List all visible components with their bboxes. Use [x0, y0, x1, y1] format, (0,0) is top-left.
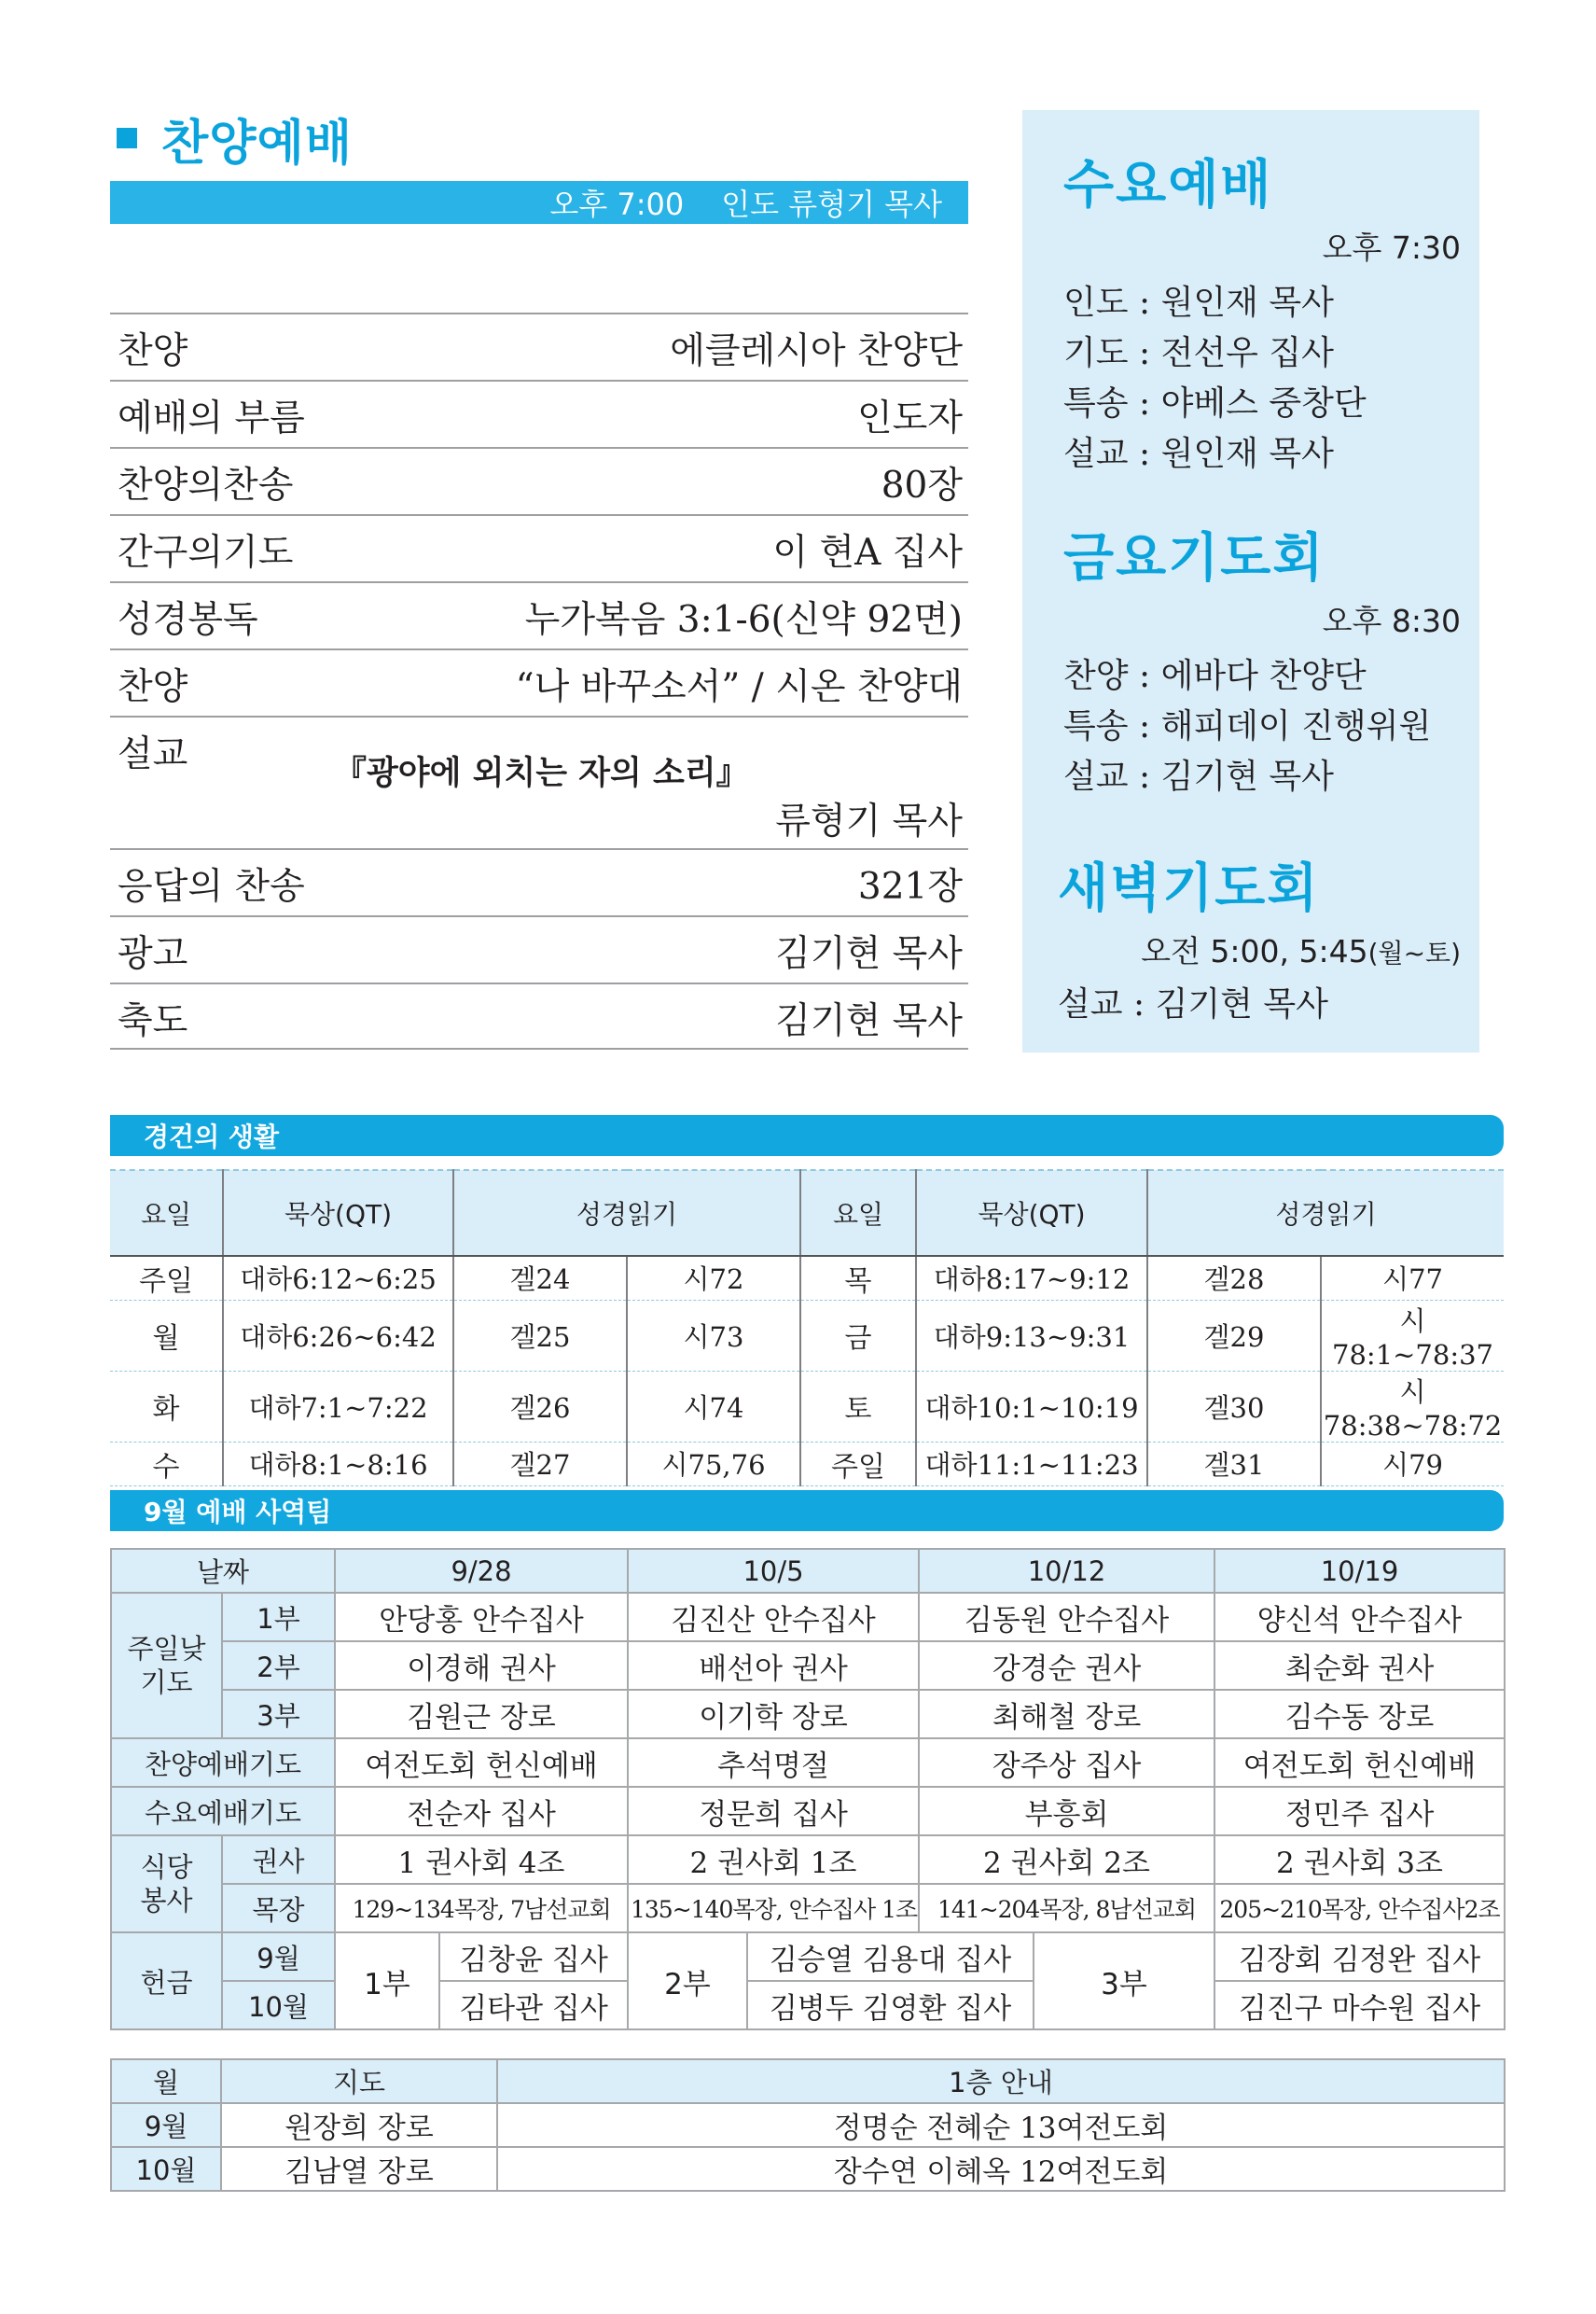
guide-cell: 원장희 장로 — [221, 2103, 497, 2147]
reading-cell: 겔30 — [1147, 1371, 1321, 1442]
col-header: 월 — [111, 2059, 221, 2103]
part-label: 1부 — [222, 1593, 335, 1641]
reading-cell: 겔29 — [1147, 1300, 1321, 1371]
assignee-cell: 부흥회 — [919, 1787, 1214, 1835]
order-row — [110, 313, 968, 380]
info-cell: 정명순 전혜순 13여전도회 — [497, 2103, 1505, 2147]
guide-table — [110, 2058, 1506, 2192]
order-label: 설교 — [118, 733, 188, 775]
assignee-cell: 김병두 김영환 집사 — [747, 1981, 1034, 2029]
assignee-cell: 정문희 집사 — [628, 1787, 919, 1835]
order-label: 간구의기도 — [118, 532, 294, 574]
worship-order-list — [110, 313, 968, 1050]
part-label: 3부 — [1034, 1932, 1214, 2029]
table-header-row — [111, 2059, 1505, 2103]
qt-cell: 대하6:26~6:42 — [223, 1300, 453, 1371]
assignee-cell: 최해철 장로 — [919, 1690, 1214, 1738]
assignee-cell: 135~140목장, 안수집사 1조 — [628, 1884, 919, 1932]
part-label: 3부 — [222, 1690, 335, 1738]
assignee-cell: 2 권사회 1조 — [628, 1835, 919, 1884]
day-cell: 월 — [110, 1300, 223, 1371]
table-row — [111, 1981, 1505, 2029]
praise-prayer-label: 찬양예배기도 — [111, 1738, 335, 1787]
guide-cell: 김남열 장로 — [221, 2147, 497, 2191]
order-row — [110, 848, 968, 915]
day-cell: 토 — [800, 1371, 916, 1442]
table-row — [111, 1835, 1505, 1884]
order-value: 80장 — [881, 465, 963, 507]
order-value: 인도자 — [856, 397, 963, 439]
day-cell: 수 — [110, 1442, 223, 1485]
table-header-row — [111, 1549, 1505, 1593]
wednesday-service-time: 오후 7:30 — [1322, 230, 1461, 266]
day-cell: 금 — [800, 1300, 916, 1371]
part-label: 2부 — [222, 1641, 335, 1690]
assignee-cell: 추석명절 — [628, 1738, 919, 1787]
devotion-banner — [110, 1115, 1504, 1156]
assignee-cell: 김수동 장로 — [1214, 1690, 1505, 1738]
team-banner — [110, 1490, 1504, 1531]
reading-cell: 시74 — [627, 1371, 800, 1442]
assignee-cell: 129~134목장, 7남선교회 — [335, 1884, 628, 1932]
reading-cell: 겔26 — [453, 1371, 627, 1442]
qt-cell: 대하10:1~10:19 — [916, 1371, 1147, 1442]
order-label: 찬양 — [118, 330, 188, 372]
assignee-cell: 김타관 집사 — [439, 1981, 628, 2029]
praise-service-time: 오후 7:00 — [549, 187, 685, 222]
order-row — [110, 514, 968, 581]
col-header: 요일 — [110, 1170, 223, 1256]
table-row — [110, 1256, 1504, 1300]
table-row — [110, 1442, 1504, 1485]
table-row — [111, 1787, 1505, 1835]
qt-cell: 대하8:17~9:12 — [916, 1256, 1147, 1300]
col-header: 묵상(QT) — [916, 1170, 1147, 1256]
reading-cell: 시75,76 — [627, 1442, 800, 1485]
day-cell: 목 — [800, 1256, 916, 1300]
reading-cell: 시73 — [627, 1300, 800, 1371]
table-row — [111, 1641, 1505, 1690]
assignee-cell: 1 권사회 4조 — [335, 1835, 628, 1884]
table-row — [111, 1593, 1505, 1641]
reading-cell: 겔25 — [453, 1300, 627, 1371]
devotion-banner-title: 경건의 생활 — [144, 1122, 279, 1152]
team-banner-title: 9월 예배 사역팀 — [144, 1497, 332, 1527]
info-cell: 장수연 이혜옥 12여전도회 — [497, 2147, 1505, 2191]
devotion-table — [110, 1169, 1504, 1486]
date-header: 10/19 — [1214, 1549, 1505, 1593]
devotion-header-row — [110, 1170, 1504, 1256]
month-label: 10월 — [222, 1981, 335, 2029]
month-label: 9월 — [222, 1932, 335, 1981]
order-label: 응답의 찬송 — [118, 866, 305, 908]
reading-cell: 시79 — [1321, 1442, 1504, 1485]
order-label: 찬양의찬송 — [118, 465, 294, 507]
qt-cell: 대하6:12~6:25 — [223, 1256, 453, 1300]
weekday-services-panel — [1022, 110, 1479, 1052]
friday-line: 찬양 : 에바다 찬양단 — [1063, 657, 1367, 695]
friday-line: 특송 : 해피데이 진행위원 — [1063, 707, 1432, 746]
table-row — [111, 1884, 1505, 1932]
qt-cell: 대하9:13~9:31 — [916, 1300, 1147, 1371]
order-value: 김기현 목사 — [775, 933, 963, 975]
table-row — [111, 1738, 1505, 1787]
wed-prayer-label: 수요예배기도 — [111, 1787, 335, 1835]
praise-service-title: 찬양예배 — [161, 115, 353, 172]
col-header: 지도 — [221, 2059, 497, 2103]
assignee-cell: 141~204목장, 8남선교회 — [919, 1884, 1214, 1932]
order-label: 예배의 부름 — [118, 397, 305, 439]
order-label: 축도 — [118, 1000, 188, 1042]
order-row — [110, 648, 968, 716]
sermon-title: 『광야에 외치는 자의 소리』 — [334, 755, 749, 792]
square-bullet-icon — [117, 128, 137, 148]
col-header: 성경읽기 — [1147, 1170, 1504, 1256]
col-header: 1층 안내 — [497, 2059, 1505, 2103]
order-row — [110, 581, 968, 648]
reading-cell: 시72 — [627, 1256, 800, 1300]
month-cell: 10월 — [111, 2147, 221, 2191]
assignee-cell: 김승열 김용대 집사 — [747, 1932, 1034, 1981]
praise-service-bar — [110, 181, 968, 224]
wednesday-line: 설교 : 원인재 목사 — [1063, 435, 1334, 473]
order-label: 찬양 — [118, 666, 188, 708]
assignee-cell: 이경해 권사 — [335, 1641, 628, 1690]
sunday-prayer-label: 주일낮 기도 — [111, 1593, 222, 1738]
order-row — [110, 983, 968, 1050]
praise-service-leader: 인도 류형기 목사 — [721, 187, 942, 222]
assignee-cell: 김진구 마수원 집사 — [1214, 1981, 1505, 2029]
assignee-cell: 김장회 김정완 집사 — [1214, 1932, 1505, 1981]
assignee-cell: 2 권사회 3조 — [1214, 1835, 1505, 1884]
date-header: 9/28 — [335, 1549, 628, 1593]
reading-cell: 시77 — [1321, 1256, 1504, 1300]
table-row — [111, 2147, 1505, 2191]
month-cell: 9월 — [111, 2103, 221, 2147]
order-value: 김기현 목사 — [775, 1000, 963, 1042]
order-value: 이 현A 집사 — [772, 532, 963, 574]
reading-cell: 시78:38~78:72 — [1321, 1371, 1504, 1442]
qt-cell: 대하11:1~11:23 — [916, 1442, 1147, 1485]
assignee-cell: 여전도회 헌신예배 — [335, 1738, 628, 1787]
assignee-cell: 2 권사회 2조 — [919, 1835, 1214, 1884]
order-value: 에클레시아 찬양단 — [670, 330, 963, 372]
ministry-team-table — [110, 1548, 1506, 2030]
dawn-prayer-title: 새벽기도회 — [1058, 858, 1320, 919]
assignee-cell: 김동원 안수집사 — [919, 1593, 1214, 1641]
friday-prayer-time: 오후 8:30 — [1322, 603, 1461, 639]
sermon-row — [110, 716, 968, 848]
col-header: 묵상(QT) — [223, 1170, 453, 1256]
friday-prayer-title: 금요기도회 — [1063, 528, 1325, 589]
reading-cell: 겔31 — [1147, 1442, 1321, 1485]
assignee-cell: 김진산 안수집사 — [628, 1593, 919, 1641]
assignee-cell: 양신석 안수집사 — [1214, 1593, 1505, 1641]
assignee-cell: 안당홍 안수집사 — [335, 1593, 628, 1641]
part-label: 1부 — [335, 1932, 439, 2029]
order-row — [110, 915, 968, 983]
order-value: “나 바꾸소서” / 시온 찬양대 — [515, 666, 963, 708]
part-label: 목장 — [222, 1884, 335, 1932]
wednesday-line: 인도 : 원인재 목사 — [1063, 284, 1334, 322]
day-cell: 주일 — [110, 1256, 223, 1300]
order-row — [110, 380, 968, 447]
day-cell: 주일 — [800, 1442, 916, 1485]
assignee-cell: 여전도회 헌신예배 — [1214, 1738, 1505, 1787]
friday-line: 설교 : 김기현 목사 — [1063, 758, 1334, 796]
qt-cell: 대하8:1~8:16 — [223, 1442, 453, 1485]
dawn-line: 설교 : 김기현 목사 — [1058, 985, 1328, 1024]
assignee-cell: 정민주 집사 — [1214, 1787, 1505, 1835]
reading-cell: 겔28 — [1147, 1256, 1321, 1300]
order-row — [110, 447, 968, 514]
reading-cell: 시78:1~78:37 — [1321, 1300, 1504, 1371]
wednesday-line: 기도 : 전선우 집사 — [1063, 334, 1334, 372]
order-label: 광고 — [118, 933, 188, 975]
assignee-cell: 205~210목장, 안수집사2조 — [1214, 1884, 1505, 1932]
assignee-cell: 이기학 장로 — [628, 1690, 919, 1738]
assignee-cell: 배선아 권사 — [628, 1641, 919, 1690]
assignee-cell: 김원근 장로 — [335, 1690, 628, 1738]
order-label: 성경봉독 — [118, 599, 258, 641]
order-value: 321장 — [857, 866, 963, 908]
date-header: 10/5 — [628, 1549, 919, 1593]
reading-cell: 겔27 — [453, 1442, 627, 1485]
praise-service-heading — [117, 110, 353, 172]
col-header: 요일 — [800, 1170, 916, 1256]
assignee-cell: 전순자 집사 — [335, 1787, 628, 1835]
day-cell: 화 — [110, 1371, 223, 1442]
order-value: 누가복음 3:1-6(신약 92면) — [524, 599, 963, 641]
offering-label: 헌금 — [111, 1932, 222, 2029]
dawn-prayer-time: 오전 5:00, 5:45(월~토) — [1141, 933, 1461, 969]
reading-cell: 겔24 — [453, 1256, 627, 1300]
qt-cell: 대하7:1~7:22 — [223, 1371, 453, 1442]
table-row — [111, 2103, 1505, 2147]
order-value: 류형기 목사 — [775, 801, 963, 843]
assignee-cell: 장주상 집사 — [919, 1738, 1214, 1787]
table-row — [111, 1690, 1505, 1738]
assignee-cell: 강경순 권사 — [919, 1641, 1214, 1690]
wednesday-service-title: 수요예배 — [1063, 155, 1273, 216]
table-row — [110, 1371, 1504, 1442]
date-label: 날짜 — [111, 1549, 335, 1593]
date-header: 10/12 — [919, 1549, 1214, 1593]
assignee-cell: 김창윤 집사 — [439, 1932, 628, 1981]
table-row — [110, 1300, 1504, 1371]
dining-label: 식당 봉사 — [111, 1835, 222, 1932]
part-label: 2부 — [628, 1932, 747, 2029]
wednesday-line: 특송 : 야베스 중창단 — [1063, 384, 1367, 423]
part-label: 권사 — [222, 1835, 335, 1884]
assignee-cell: 최순화 권사 — [1214, 1641, 1505, 1690]
table-row — [111, 1932, 1505, 1981]
col-header: 성경읽기 — [453, 1170, 800, 1256]
